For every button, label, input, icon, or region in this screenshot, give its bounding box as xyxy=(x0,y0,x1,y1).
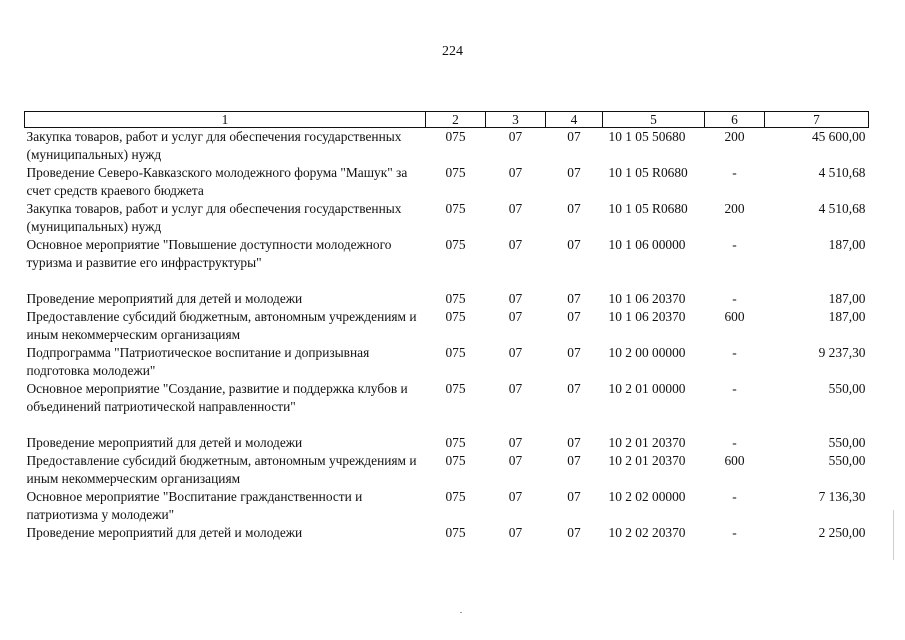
cell-ministry: 075 xyxy=(445,525,466,540)
row-name: Подпрограмма "Патриотическое воспитание и допризывная подготовка молодежи" xyxy=(26,345,370,378)
cell-section: 07 xyxy=(508,165,523,180)
cell-amount: 550,00 xyxy=(828,435,866,450)
cell-ministry: 075 xyxy=(445,201,466,216)
row-name: Основное мероприятие "Воспитание гражданственности и патриотизма у молодежи" xyxy=(26,489,363,522)
cell-target-article: 10 1 06 00000 xyxy=(608,237,686,252)
table-row xyxy=(25,200,869,236)
cell-target-article: 10 1 06 20370 xyxy=(608,309,686,324)
table-row xyxy=(25,488,869,524)
column-header: 3 xyxy=(486,112,546,128)
page-number: 224 xyxy=(442,44,463,59)
budget-table xyxy=(24,111,869,542)
row-name: Закупка товаров, работ и услуг для обеспечения государственных (муниципальных) нужд xyxy=(26,201,402,234)
cell-ministry: 075 xyxy=(445,345,466,360)
cell-amount: 187,00 xyxy=(828,237,866,252)
cell-amount: 187,00 xyxy=(828,309,866,324)
cell-amount: 7 136,30 xyxy=(818,489,866,504)
cell-amount: 550,00 xyxy=(828,381,866,396)
cell-target-article: 10 2 02 20370 xyxy=(608,525,686,540)
cell-section: 07 xyxy=(508,345,523,360)
cell-ministry: 075 xyxy=(445,381,466,396)
cell-section: 07 xyxy=(508,201,523,216)
cell-expense-type: 600 xyxy=(724,453,745,468)
row-name: Предоставление субсидий бюджетным, автономным учреждениям и иным некоммерческим организациям xyxy=(26,453,417,486)
column-header: 4 xyxy=(546,112,603,128)
table-row xyxy=(25,434,869,452)
column-header: 2 xyxy=(426,112,486,128)
row-name: Основное мероприятие "Создание, развитие и поддержка клубов и объединений патриотической направленности" xyxy=(26,381,408,414)
cell-section: 07 xyxy=(508,435,523,450)
scan-speck xyxy=(893,510,894,560)
cell-expense-type: - xyxy=(732,525,737,540)
cell-amount: 9 237,30 xyxy=(818,345,866,360)
cell-subsection: 07 xyxy=(567,525,581,540)
cell-target-article: 10 1 05 50680 xyxy=(608,129,686,144)
cell-subsection: 07 xyxy=(567,381,581,396)
cell-target-article: 10 2 00 00000 xyxy=(608,345,686,360)
cell-amount: 4 510,68 xyxy=(818,165,866,180)
scan-speck xyxy=(460,612,462,613)
cell-expense-type: - xyxy=(732,345,737,360)
row-name: Закупка товаров, работ и услуг для обеспечения государственных (муниципальных) нужд xyxy=(26,129,402,162)
cell-ministry: 075 xyxy=(445,129,466,144)
row-name: Проведение мероприятий для детей и молодежи xyxy=(26,525,303,540)
cell-section: 07 xyxy=(508,525,523,540)
table-row xyxy=(25,452,869,488)
cell-target-article: 10 2 01 00000 xyxy=(608,381,686,396)
cell-section: 07 xyxy=(508,237,523,252)
cell-subsection: 07 xyxy=(567,129,581,144)
cell-expense-type: 200 xyxy=(724,129,745,144)
cell-section: 07 xyxy=(508,309,523,324)
cell-subsection: 07 xyxy=(567,291,581,306)
cell-section: 07 xyxy=(508,291,523,306)
table-row xyxy=(25,380,869,434)
cell-expense-type: - xyxy=(732,291,737,306)
row-name: Проведение мероприятий для детей и молодежи xyxy=(26,435,303,450)
cell-target-article: 10 2 01 20370 xyxy=(608,453,686,468)
cell-expense-type: 600 xyxy=(724,309,745,324)
cell-expense-type: - xyxy=(732,165,737,180)
column-header: 7 xyxy=(765,112,869,128)
cell-subsection: 07 xyxy=(567,309,581,324)
cell-section: 07 xyxy=(508,489,523,504)
cell-ministry: 075 xyxy=(445,435,466,450)
column-header: 5 xyxy=(603,112,705,128)
cell-section: 07 xyxy=(508,453,523,468)
header-row xyxy=(25,112,869,128)
cell-amount: 4 510,68 xyxy=(818,201,866,216)
row-name: Проведение мероприятий для детей и молодежи xyxy=(26,291,303,306)
cell-target-article: 10 1 05 R0680 xyxy=(608,201,688,216)
cell-amount: 187,00 xyxy=(828,291,866,306)
table-row xyxy=(25,308,869,344)
column-header: 6 xyxy=(705,112,765,128)
cell-ministry: 075 xyxy=(445,489,466,504)
cell-section: 07 xyxy=(508,381,523,396)
cell-subsection: 07 xyxy=(567,345,581,360)
cell-ministry: 075 xyxy=(445,291,466,306)
cell-target-article: 10 1 06 20370 xyxy=(608,291,686,306)
cell-expense-type: 200 xyxy=(724,201,745,216)
row-name: Предоставление субсидий бюджетным, автономным учреждениям и иным некоммерческим организациям xyxy=(26,309,417,342)
cell-target-article: 10 1 05 R0680 xyxy=(608,165,688,180)
cell-expense-type: - xyxy=(732,237,737,252)
cell-ministry: 075 xyxy=(445,453,466,468)
cell-target-article: 10 2 02 00000 xyxy=(608,489,686,504)
column-header: 1 xyxy=(25,112,426,128)
cell-target-article: 10 2 01 20370 xyxy=(608,435,686,450)
cell-subsection: 07 xyxy=(567,435,581,450)
table-row xyxy=(25,524,869,542)
cell-ministry: 075 xyxy=(445,309,466,324)
cell-ministry: 075 xyxy=(445,165,466,180)
table-row xyxy=(25,236,869,290)
cell-expense-type: - xyxy=(732,435,737,450)
cell-section: 07 xyxy=(508,129,523,144)
cell-subsection: 07 xyxy=(567,201,581,216)
table-row xyxy=(25,290,869,308)
row-name: Проведение Северо-Кавказского молодежного форума "Машук" за счет средств краевого бюджета xyxy=(26,165,408,198)
table-row xyxy=(25,344,869,380)
cell-subsection: 07 xyxy=(567,237,581,252)
row-name: Основное мероприятие "Повышение доступности молодежного туризма и развитие его инфраструктуры" xyxy=(26,237,392,270)
cell-expense-type: - xyxy=(732,489,737,504)
cell-subsection: 07 xyxy=(567,165,581,180)
cell-subsection: 07 xyxy=(567,453,581,468)
cell-amount: 45 600,00 xyxy=(811,129,866,144)
cell-ministry: 075 xyxy=(445,237,466,252)
cell-expense-type: - xyxy=(732,381,737,396)
table-row xyxy=(25,164,869,200)
cell-amount: 550,00 xyxy=(828,453,866,468)
cell-amount: 2 250,00 xyxy=(818,525,866,540)
cell-subsection: 07 xyxy=(567,489,581,504)
table-row xyxy=(25,128,869,165)
